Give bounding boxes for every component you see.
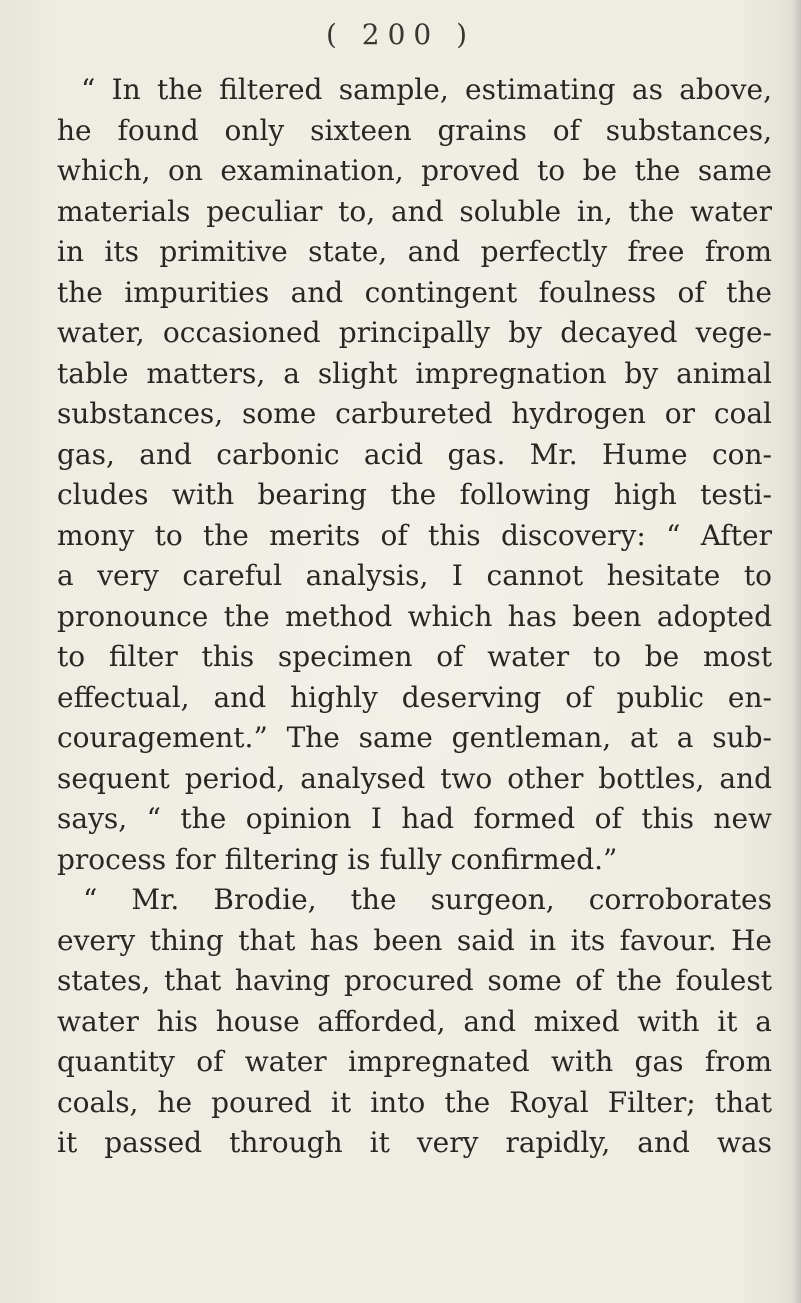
text-line: it passed through it very rapidly, and was: [57, 1126, 772, 1159]
text-line: a very careful analysis, I cannot hesitate to: [57, 559, 772, 592]
text-line: in its primitive state, and perfectly free from: [57, 235, 772, 268]
text-line: quantity of water impregnated with gas from: [57, 1045, 772, 1078]
text-line: sequent period, analysed two other bottles, and: [57, 761, 772, 795]
page-edge-shadow: [791, 0, 801, 1303]
text-line: states, that having procured some of the foulest: [57, 964, 772, 997]
text-line: he found only sixteen grains of substances,: [57, 113, 772, 147]
text-line: couragement.” The same gentleman, at a sub-: [57, 721, 772, 754]
text-line: gas, and carbonic acid gas. Mr. Hume con-: [57, 437, 772, 471]
text-line: the impurities and contingent foulness of the: [57, 275, 772, 309]
text-line: which, on examination, proved to be the same: [57, 154, 772, 187]
text-line: to filter this specimen of water to be most: [57, 640, 772, 673]
text-line: says, “ the opinion I had formed of this new: [57, 802, 772, 835]
text-line: substances, some carbureted hydrogen or coal: [57, 397, 772, 430]
text-line: water his house afforded, and mixed with it a: [57, 1004, 772, 1038]
text-line: cludes with bearing the following high testi-: [57, 478, 772, 511]
text-line: every thing that has been said in its favour. He: [57, 923, 772, 957]
text-line: “ Mr. Brodie, the surgeon, corroborates: [83, 883, 772, 916]
text-line: water, occasioned principally by decayed vege-: [57, 316, 772, 349]
page-number: ( 200 ): [325, 18, 476, 51]
text-line: materials peculiar to, and soluble in, the water: [57, 194, 772, 228]
text-line: table matters, a slight impregnation by animal: [57, 356, 772, 390]
text-line: coals, he poured it into the Royal Filter; that: [57, 1085, 772, 1119]
text-line: pronounce the method which has been adopted: [57, 599, 772, 633]
text-line: “ In the filtered sample, estimating as above,: [81, 73, 772, 106]
text-line: process for filtering is fully confirmed.”: [57, 842, 618, 876]
text-line: mony to the merits of this discovery: “ After: [57, 518, 772, 552]
body-text: [57, 70, 772, 1164]
text-line: effectual, and highly deserving of public en-: [57, 680, 772, 714]
